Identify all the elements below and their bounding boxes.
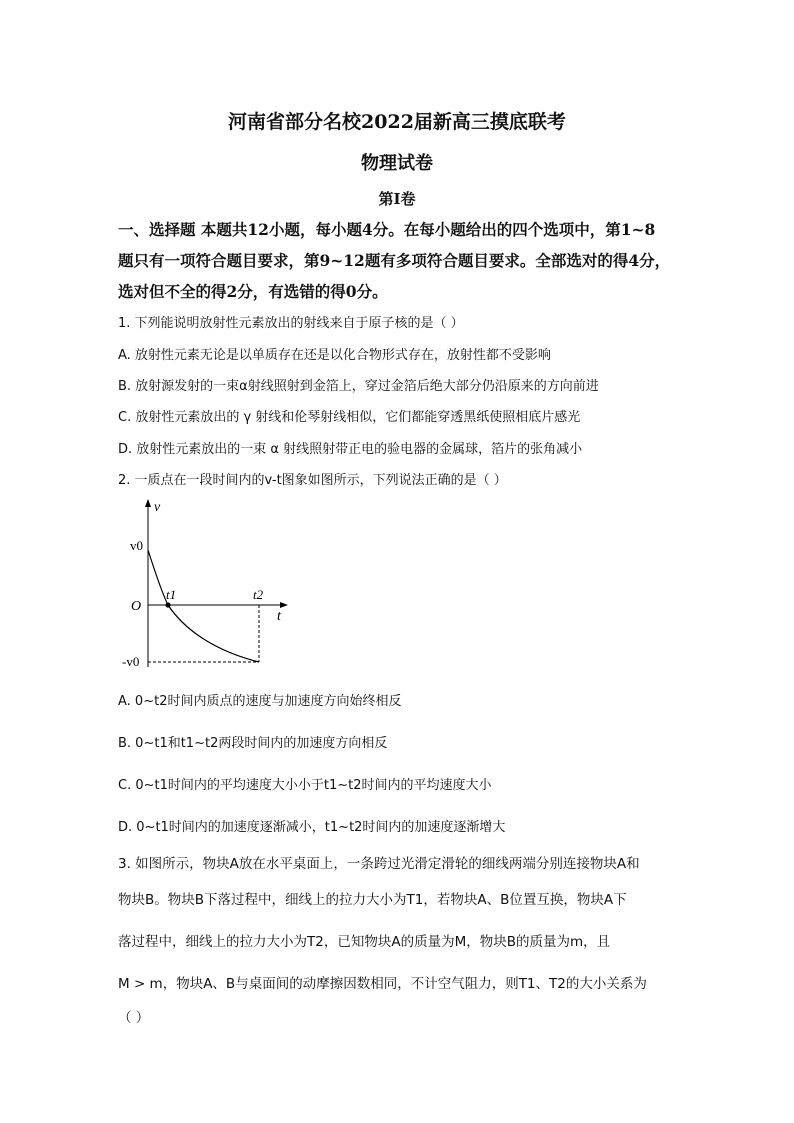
q3-line-5: （ ）: [118, 1010, 150, 1026]
section-heading: 第I卷: [378, 190, 416, 208]
q2-option-d: D. 0~t1时间内的加速度逐渐减小，t1~t2时间内的加速度逐渐增大: [118, 820, 506, 835]
instructions-line-3: 选对但不全的得2分，有选错的得0分。: [118, 282, 388, 301]
instructions-line-2: 题只有一项符合题目要求，第9~12题有多项符合题目要求。全部选对的得4分，: [118, 251, 671, 270]
q3-line-1: 3. 如图所示，物块A放在水平桌面上，一条跨过光滑定滑轮的细线两端分别连接物块A和: [118, 856, 640, 872]
exam-subtitle: 物理试卷: [361, 153, 433, 174]
t-axis-label: t: [277, 609, 281, 624]
vt-graph: [118, 495, 298, 673]
q3-line-4: M > m，物块A、B与桌面间的动摩擦因数相同，不计空气阻力，则T1、T2的大小关系为: [118, 976, 647, 992]
q3-line-3: 落过程中，细线上的拉力大小为T2，已知物块A的质量为M，物块B的质量为m，且: [118, 934, 611, 950]
v-axis-label: v: [154, 500, 161, 515]
t2-label: t2: [253, 587, 264, 602]
origin-label: O: [131, 599, 142, 614]
t-axis-arrow: [280, 602, 288, 608]
q2-option-b: B. 0~t1和t1~t2两段时间内的加速度方向相反: [118, 736, 388, 751]
q1-option-d: D. 放射性元素放出的一束 α 射线照射带正电的验电器的金属球，箔片的张角减小: [118, 442, 583, 457]
q3-line-2: 物块B。物块B下落过程中，细线上的拉力大小为T1，若物块A、B位置互换，物块A下: [118, 892, 627, 908]
v0-label: v0: [130, 538, 143, 553]
instructions-line-1: 一、选择题 本题共12小题，每小题4分。在每小题给出的四个选项中，第1~8: [118, 220, 656, 239]
vt-curve: [148, 550, 259, 662]
neg-v0-label: -v0: [122, 654, 140, 669]
t1-point: [165, 602, 170, 607]
q2-stem: 2. 一质点在一段时间内的v-t图象如图所示，下列说法正确的是（ ）: [118, 473, 507, 488]
q2-option-a: A. 0~t2时间内质点的速度与加速度方向始终相反: [118, 694, 402, 709]
q2-option-c: C. 0~t1时间内的平均速度大小小于t1~t2时间内的平均速度大小: [118, 778, 492, 793]
q1-option-c: C. 放射性元素放出的 γ 射线和伦琴射线相似，它们都能穿透黑纸使照相底片感光: [118, 410, 581, 425]
q1-option-a: A. 放射性元素无论是以单质存在还是以化合物形式存在，放射性都不受影响: [118, 348, 551, 363]
t1-label: t1: [166, 587, 177, 602]
exam-title: 河南省部分名校2022届新高三摸底联考: [228, 111, 566, 133]
v-axis-arrow: [145, 499, 151, 507]
q1-stem: 1. 下列能说明放射性元素放出的射线来自于原子核的是（ ）: [118, 316, 464, 331]
q1-option-b: B. 放射源发射的一束α射线照射到金箔上，穿过金箔后绝大部分仍沿原来的方向前进: [118, 379, 599, 394]
